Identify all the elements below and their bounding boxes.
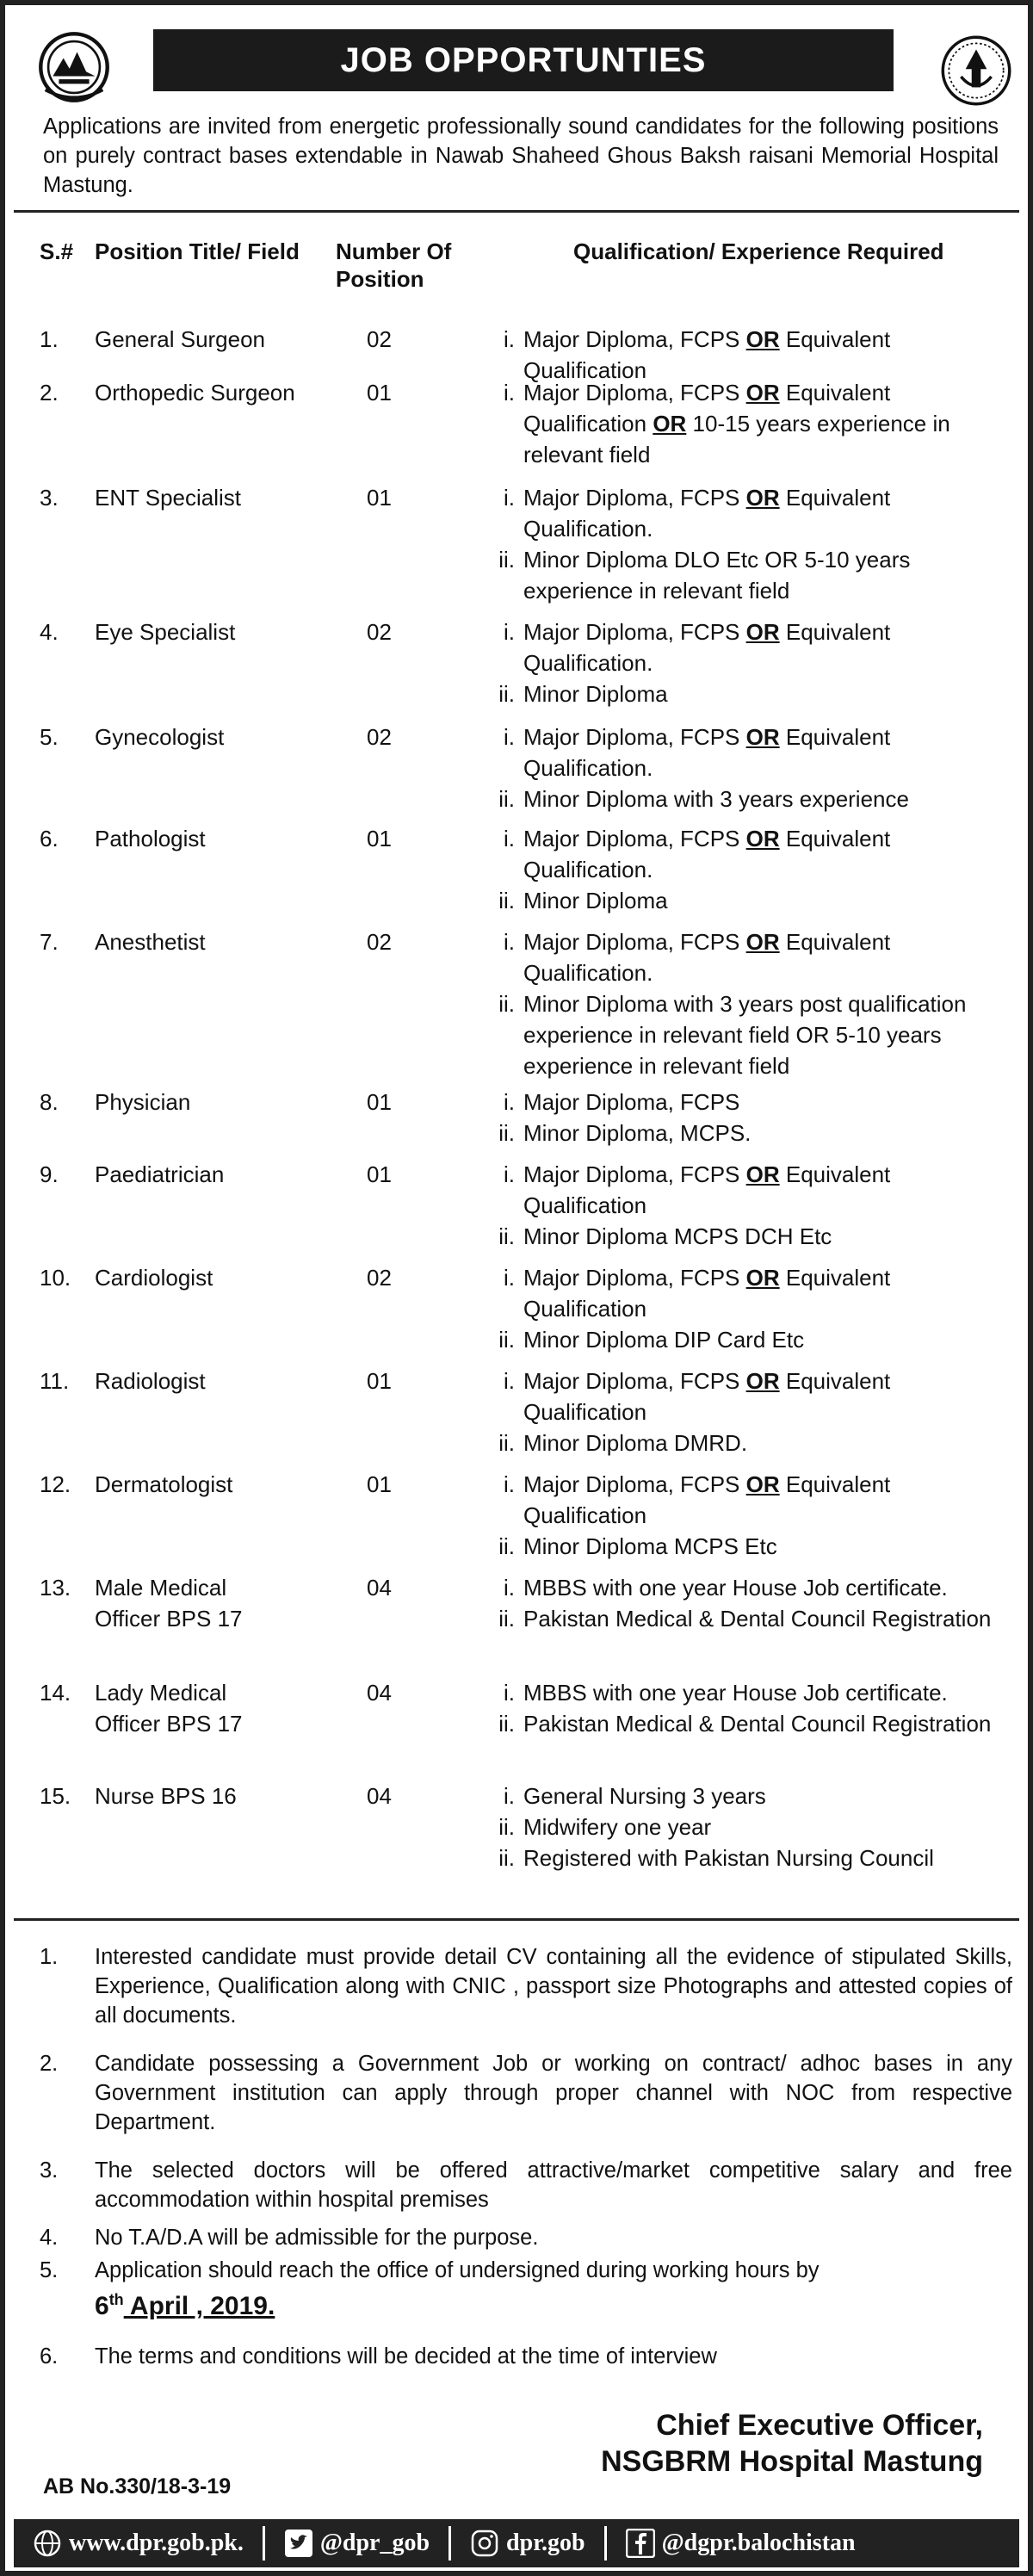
qualification-text: Minor Diploma DLO Etc OR 5-10 years experience in relevant field	[523, 547, 911, 604]
note-text: Application should reach the office of undersigned during working hours by	[95, 2258, 820, 2282]
or-keyword: OR	[745, 380, 780, 406]
qualification-number: i.	[504, 724, 515, 750]
row-qualifications	[477, 1572, 1011, 1634]
qualification-number: i.	[504, 1161, 515, 1187]
signature-organization: NSGBRM Hospital Mastung	[601, 2445, 983, 2478]
qualification-number: ii.	[498, 991, 515, 1017]
qualification-number: i.	[504, 1368, 515, 1394]
row-position: Cardiologist	[95, 1265, 213, 1291]
row-count: 01	[367, 826, 392, 851]
note-number: 1.	[40, 1945, 59, 1969]
row-serial: 15.	[40, 1783, 71, 1809]
qualification-line	[477, 926, 1011, 988]
row-qualifications	[477, 616, 1011, 709]
qualification-number: ii.	[498, 1845, 515, 1871]
qualification-number: i.	[504, 1783, 515, 1809]
qualification-text: Minor Diploma DMRD.	[523, 1430, 748, 1456]
footer-bar	[14, 2519, 1019, 2567]
qualification-line	[477, 1262, 1011, 1324]
note-item	[40, 2342, 1012, 2371]
divider	[14, 210, 1019, 213]
column-header-position: Position Title/ Field	[95, 238, 300, 264]
qualification-line	[477, 721, 1011, 783]
qualification-number: i.	[504, 1265, 515, 1291]
qualification-line	[477, 1780, 1011, 1811]
or-keyword: OR	[745, 1471, 780, 1497]
row-count: 01	[367, 1368, 392, 1394]
qualification-line	[477, 678, 1011, 709]
row-count: 02	[367, 326, 392, 352]
qualification-line	[477, 1118, 1011, 1149]
qualification-line	[477, 1365, 1011, 1427]
row-qualifications	[477, 377, 1011, 470]
facebook-link[interactable]	[626, 2529, 856, 2558]
row-position: ENT Specialist	[95, 485, 242, 511]
row-serial: 1.	[40, 326, 59, 352]
or-keyword: OR	[745, 1161, 780, 1187]
note-text: No T.A/D.A will be admissible for the purpose.	[95, 2226, 539, 2250]
row-count: 02	[367, 1265, 392, 1291]
qualification-text: Midwifery one year	[523, 1814, 712, 1840]
qualification-line	[477, 1842, 1011, 1873]
qualification-line	[477, 988, 1011, 1081]
qualification-line	[477, 1811, 1011, 1842]
divider	[14, 1918, 1019, 1921]
qualification-text: Pakistan Medical & Dental Council Registration	[523, 1711, 992, 1737]
row-position: Paediatrician	[95, 1161, 225, 1187]
row-count: 01	[367, 380, 392, 406]
qualification-number: i.	[504, 1575, 515, 1601]
row-count: 04	[367, 1783, 392, 1809]
row-count: 02	[367, 929, 392, 955]
qualification-text: Minor Diploma	[523, 681, 668, 707]
note-number: 4.	[40, 2226, 59, 2250]
row-position: Lady Medical Officer BPS 17	[95, 1680, 243, 1737]
qualification-text: Minor Diploma DIP Card Etc	[523, 1327, 805, 1353]
qualification-line	[477, 544, 1011, 606]
qualification-number: ii.	[498, 681, 515, 707]
row-position: Radiologist	[95, 1368, 206, 1394]
or-keyword: OR	[745, 929, 780, 955]
row-qualifications	[477, 823, 1011, 916]
instagram-icon	[470, 2529, 499, 2558]
qualification-text: Major Diploma, FCPS OR Equivalent Qualification OR 10-15 years experience in relevant field	[523, 380, 950, 468]
qualification-text: Minor Diploma with 3 years post qualification experience in relevant field OR 5-10 years experience in relevant field	[523, 991, 967, 1079]
row-position: Nurse BPS 16	[95, 1783, 237, 1809]
or-keyword: OR	[745, 485, 780, 511]
qualification-text: Minor Diploma MCPS DCH Etc	[523, 1223, 832, 1249]
qualification-line	[477, 1324, 1011, 1355]
qualification-line	[477, 377, 1011, 470]
qualification-line	[477, 823, 1011, 885]
qualification-line	[477, 885, 1011, 916]
row-qualifications	[477, 1365, 1011, 1458]
note-item	[40, 2156, 1012, 2214]
note-number: 2.	[40, 2052, 59, 2076]
qualification-text: Major Diploma, FCPS OR Equivalent Qualification	[523, 1161, 891, 1218]
note-text: Interested candidate must provide detail CV containing all the evidence of stipulated Skills, Experience, Qualification along with CNIC , passport size Photographs and attested copies of all documents.	[95, 1945, 1012, 2028]
qualification-text: Minor Diploma with 3 years experience	[523, 786, 909, 812]
row-position: Eye Specialist	[95, 619, 236, 645]
qualification-number: i.	[504, 826, 515, 851]
row-qualifications	[477, 721, 1011, 814]
note-item	[40, 2256, 1012, 2321]
qualification-text: General Nursing 3 years	[523, 1783, 766, 1809]
qualification-number: i.	[504, 380, 515, 406]
qualification-line	[477, 783, 1011, 814]
deadline-day: 6	[95, 2292, 109, 2320]
qualification-line	[477, 1531, 1011, 1562]
qualification-text: Major Diploma, FCPS OR Equivalent Qualification	[523, 1368, 891, 1425]
qualification-number: i.	[504, 1089, 515, 1115]
row-qualifications	[477, 1159, 1011, 1252]
row-serial: 7.	[40, 929, 59, 955]
row-serial: 11.	[40, 1368, 70, 1394]
note-number: 6.	[40, 2344, 59, 2369]
row-serial: 12.	[40, 1471, 71, 1497]
row-qualifications	[477, 926, 1011, 1081]
row-count: 02	[367, 724, 392, 750]
note-item	[40, 1942, 1012, 2030]
note-item	[40, 2223, 1012, 2252]
footer-separator	[448, 2526, 451, 2561]
qualification-text: Major Diploma, FCPS OR Equivalent Qualification.	[523, 485, 891, 542]
row-serial: 13.	[40, 1575, 71, 1601]
qualification-number: i.	[504, 1471, 515, 1497]
row-count: 02	[367, 619, 392, 645]
qualification-text: Major Diploma, FCPS	[523, 1089, 740, 1115]
qualification-number: ii.	[498, 1327, 515, 1353]
qualification-text: Pakistan Medical & Dental Council Registration	[523, 1606, 992, 1632]
qualification-number: ii.	[498, 1223, 515, 1249]
qualification-number: i.	[504, 326, 515, 352]
website-link[interactable]	[33, 2529, 244, 2558]
qualification-text: MBBS with one year House Job certificate.	[523, 1575, 948, 1601]
qualification-line	[477, 1087, 1011, 1118]
qualification-line	[477, 1603, 1011, 1634]
qualification-text: Major Diploma, FCPS OR Equivalent Qualification.	[523, 619, 891, 676]
row-position: Physician	[95, 1089, 191, 1115]
qualification-number: i.	[504, 485, 515, 511]
page-title: JOB OPPORTUNTIES	[153, 29, 894, 91]
footer-separator	[263, 2526, 265, 2561]
qualification-number: i.	[504, 929, 515, 955]
qualification-line	[477, 1221, 1011, 1252]
website-text: www.dpr.gob.pk.	[69, 2530, 244, 2556]
signature-block	[601, 2407, 983, 2480]
qualification-number: i.	[504, 1680, 515, 1706]
qualification-text: Major Diploma, FCPS OR Equivalent Qualification.	[523, 724, 891, 781]
instagram-text: dpr.gob	[506, 2530, 585, 2556]
row-qualifications	[477, 1087, 1011, 1149]
note-item	[40, 2049, 1012, 2137]
qualification-line	[477, 616, 1011, 678]
or-keyword: OR	[745, 619, 780, 645]
qualification-text: Minor Diploma MCPS Etc	[523, 1533, 777, 1559]
row-serial: 6.	[40, 826, 59, 851]
row-position: General Surgeon	[95, 326, 266, 352]
column-header-number: Number Of Position	[336, 238, 452, 292]
note-text: The selected doctors will be offered attractive/market competitive salary and free accommodation within hospital premises	[95, 2158, 1012, 2212]
note-text: Candidate possessing a Government Job or working on contract/ adhoc bases in any Government institution can apply through proper channel with NOC from respective Department.	[95, 2052, 1012, 2134]
qualification-line	[477, 1427, 1011, 1458]
qualification-number: ii.	[498, 786, 515, 812]
qualification-number: ii.	[498, 1711, 515, 1737]
qualification-text: Major Diploma, FCPS OR Equivalent Qualification	[523, 1265, 891, 1322]
row-qualifications	[477, 1677, 1011, 1739]
note-number: 5.	[40, 2258, 59, 2282]
or-keyword: OR	[745, 1368, 780, 1394]
qualification-number: ii.	[498, 1430, 515, 1456]
qualification-number: ii.	[498, 888, 515, 913]
balochistan-emblem-logo	[36, 29, 112, 105]
row-qualifications	[477, 1780, 1011, 1873]
deadline-day-suffix: th	[108, 2291, 124, 2308]
qualification-line	[477, 1572, 1011, 1603]
row-count: 01	[367, 1161, 392, 1187]
qualification-number: ii.	[498, 547, 515, 573]
row-serial: 5.	[40, 724, 59, 750]
column-header-sn: S.#	[40, 238, 74, 264]
or-keyword: OR	[745, 724, 780, 750]
qualification-text: Minor Diploma, MCPS.	[523, 1120, 752, 1146]
qualification-number: i.	[504, 619, 515, 645]
row-position: Gynecologist	[95, 724, 225, 750]
row-serial: 8.	[40, 1089, 59, 1115]
deadline-date	[95, 2285, 1012, 2321]
row-serial: 14.	[40, 1680, 71, 1706]
row-position: Anesthetist	[95, 929, 206, 955]
footer-separator	[604, 2526, 607, 2561]
qualification-number: ii.	[498, 1120, 515, 1146]
globe-icon	[33, 2529, 62, 2558]
row-position: Pathologist	[95, 826, 206, 851]
or-keyword: OR	[745, 826, 780, 851]
twitter-link[interactable]	[284, 2529, 430, 2558]
qualification-line	[477, 1469, 1011, 1531]
qualification-number: ii.	[498, 1814, 515, 1840]
or-keyword: OR	[653, 411, 687, 437]
row-qualifications	[477, 1469, 1011, 1562]
row-serial: 10.	[40, 1265, 71, 1291]
qualification-number: ii.	[498, 1606, 515, 1632]
qualification-line	[477, 1159, 1011, 1221]
signature-title: Chief Executive Officer,	[656, 2409, 983, 2442]
instagram-link[interactable]	[470, 2529, 585, 2558]
qualification-text: Major Diploma, FCPS OR Equivalent Qualification.	[523, 826, 891, 882]
qualification-line	[477, 1708, 1011, 1739]
row-count: 01	[367, 1089, 392, 1115]
row-qualifications	[477, 1262, 1011, 1355]
ad-number: AB No.330/18-3-19	[43, 2474, 232, 2499]
note-text: The terms and conditions will be decided at the time of interview	[95, 2344, 717, 2369]
qualification-text: Registered with Pakistan Nursing Council	[523, 1845, 934, 1871]
row-serial: 4.	[40, 619, 59, 645]
qualification-number: ii.	[498, 1533, 515, 1559]
facebook-text: @dgpr.balochistan	[661, 2530, 856, 2556]
qualification-text: Major Diploma, FCPS OR Equivalent Qualification	[523, 1471, 891, 1528]
row-serial: 2.	[40, 380, 59, 406]
note-number: 3.	[40, 2158, 59, 2183]
facebook-icon	[626, 2529, 655, 2558]
row-serial: 3.	[40, 485, 59, 511]
qualification-text: Major Diploma, FCPS OR Equivalent Qualification	[523, 326, 891, 383]
row-count: 04	[367, 1575, 392, 1601]
twitter-icon	[284, 2529, 313, 2558]
column-header-qualification: Qualification/ Experience Required	[573, 238, 944, 264]
row-position: Orthopedic Surgeon	[95, 380, 295, 406]
twitter-text: @dpr_gob	[319, 2530, 430, 2556]
row-count: 01	[367, 485, 392, 511]
qualification-line	[477, 1677, 1011, 1708]
intro-paragraph: Applications are invited from energetic professionally sound candidates for the following positions on purely contract bases extendable in Nawab Shaheed Ghous Baksh raisani Memorial Hospital Mastung.	[43, 115, 999, 197]
row-count: 01	[367, 1471, 392, 1497]
row-qualifications	[477, 482, 1011, 606]
row-position: Dermatologist	[95, 1471, 233, 1497]
row-position: Male Medical Officer BPS 17	[95, 1575, 243, 1632]
row-count: 04	[367, 1680, 392, 1706]
header	[24, 24, 1014, 103]
hospital-seal-logo	[938, 33, 1014, 108]
or-keyword: OR	[745, 326, 780, 352]
qualification-text: MBBS with one year House Job certificate.	[523, 1680, 948, 1706]
qualification-text: Minor Diploma	[523, 888, 668, 913]
qualification-line	[477, 482, 1011, 544]
or-keyword: OR	[745, 1265, 780, 1291]
deadline-month-year: April , 2019.	[123, 2292, 275, 2320]
row-serial: 9.	[40, 1161, 59, 1187]
qualification-text: Major Diploma, FCPS OR Equivalent Qualification.	[523, 929, 891, 986]
